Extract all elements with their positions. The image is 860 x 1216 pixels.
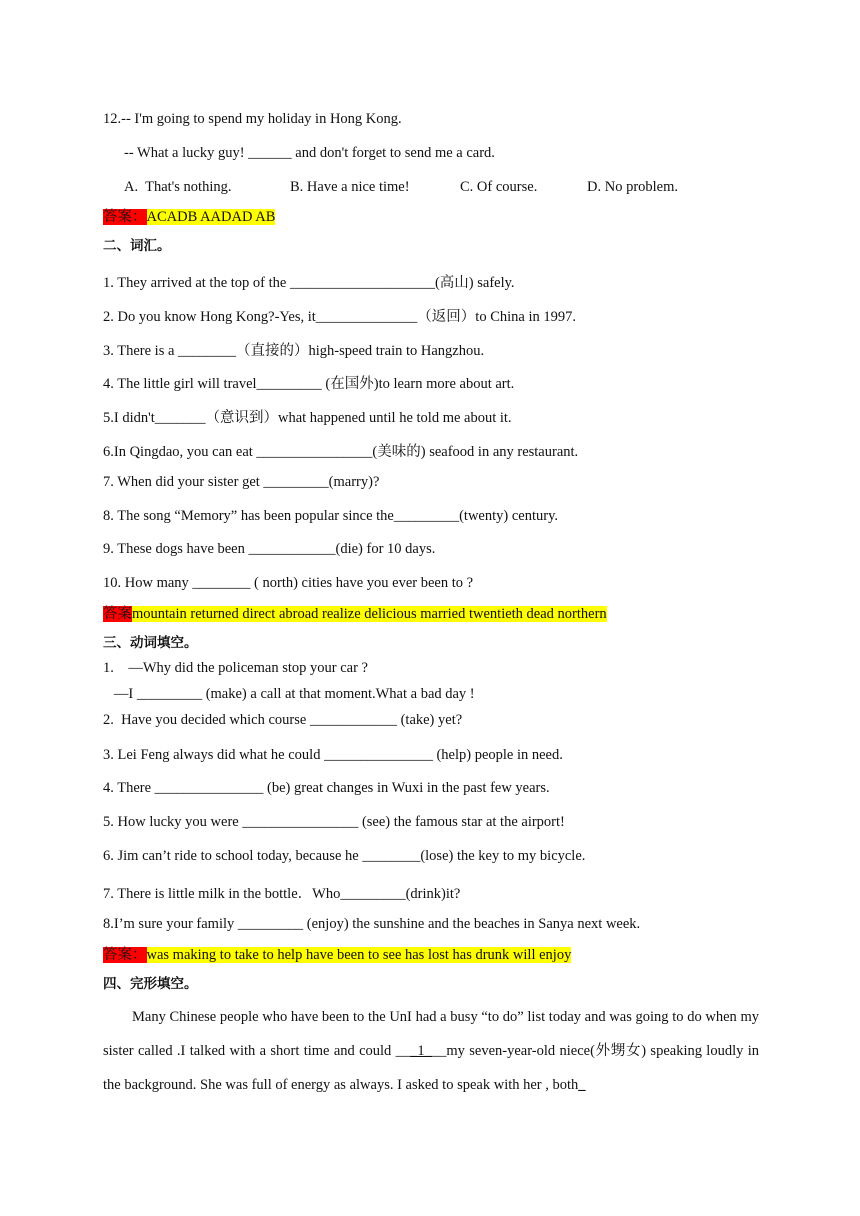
verb-item-4: 4. There _______________ (be) great changes in Wuxi in the past few years. — [103, 780, 550, 796]
answer-key-3 — [103, 943, 571, 964]
verb-item-6: 6. Jim can’t ride to school today, because he ________(lose) the key to my bicycle. — [103, 848, 586, 864]
answer-text: ACADB AADAD AB — [146, 209, 276, 225]
question-12-prompt: 12.-- I'm going to spend my holiday in Hong Kong. — [103, 111, 402, 127]
answer-text: was making to take to help have been to see has lost has drunk will enjoy — [146, 947, 572, 963]
option-c: C. Of course. — [460, 179, 538, 195]
verb-item-2: 2. Have you decided which course ____________ (take) yet? — [103, 712, 463, 728]
cloze-trailing-blank: _ — [578, 1077, 586, 1093]
option-a: A. That's nothing. — [124, 179, 232, 195]
vocab-item-1: 1. They arrived at the top of the ____________________(高山) safely. — [103, 275, 515, 291]
section-2-heading: 二、词汇。 — [103, 238, 171, 254]
cloze-passage — [103, 1000, 759, 1102]
vocab-item-6: 6.In Qingdao, you can eat ________________(美味的) seafood in any restaurant. — [103, 444, 579, 460]
option-b: B. Have a nice time! — [290, 179, 410, 195]
section-4-heading: 四、完形填空。 — [103, 976, 198, 992]
vocab-item-8: 8. The song “Memory” has been popular since the_________(twenty) century. — [103, 508, 559, 524]
vocab-item-4: 4. The little girl will travel_________ (在国外)to learn more about art. — [103, 376, 515, 392]
answer-tag: 答案： — [103, 209, 147, 225]
vocab-item-3: 3. There is a ________（直接的）high-speed train to Hangzhou. — [103, 343, 485, 359]
question-12-response: -- What a lucky guy! ______ and don't forget to send me a card. — [124, 145, 495, 161]
answer-key-2 — [103, 602, 607, 623]
vocab-item-7: 7. When did your sister get _________(marry)? — [103, 474, 380, 490]
cloze-text-part1: Many Chinese people who have been to the UnI had a busy “to do” list today and was going to do when my sister called .I talked with a short time and could __ — [103, 1009, 759, 1059]
vocab-item-10: 10. How many ________ ( north) cities have you ever been to ? — [103, 575, 474, 591]
cloze-text-part2: __my seven-year-old niece(外甥女) speaking loudly in the background. She was full of energy as always. I asked to speak with her , both — [103, 1043, 759, 1093]
vocab-item-2: 2. Do you know Hong Kong?-Yes, it______________（返回）to China in 1997. — [103, 309, 576, 325]
verb-item-8: 8.I’m sure your family _________ (enjoy) the sunshine and the beaches in Sanya next week. — [103, 916, 641, 932]
answer-tag: 答案： — [103, 947, 147, 963]
answer-tag: 答案 — [103, 606, 132, 622]
answer-text: mountain returned direct abroad realize delicious married twentieth dead northern — [132, 606, 607, 622]
verb-item-5: 5. How lucky you were ________________ (see) the famous star at the airport! — [103, 814, 565, 830]
cloze-blank-1: _1_ — [410, 1043, 432, 1059]
verb-item-7: 7. There is little milk in the bottle．Who_________(drink)it? — [103, 886, 461, 902]
vocab-item-9: 9. These dogs have been ____________(die) for 10 days. — [103, 541, 436, 557]
vocab-item-5: 5.I didn't_______（意识到）what happened until he told me about it. — [103, 410, 512, 426]
verb-item-3: 3. Lei Feng always did what he could _______________ (help) people in need. — [103, 747, 563, 763]
section-3-heading: 三、动词填空。 — [103, 635, 198, 651]
option-d: D. No problem. — [587, 179, 679, 195]
verb-item-1b: —I _________ (make) a call at that moment.What a bad day ! — [103, 686, 475, 702]
answer-key-1 — [103, 205, 275, 226]
verb-item-1a: 1. —Why did the policeman stop your car ? — [103, 660, 368, 676]
